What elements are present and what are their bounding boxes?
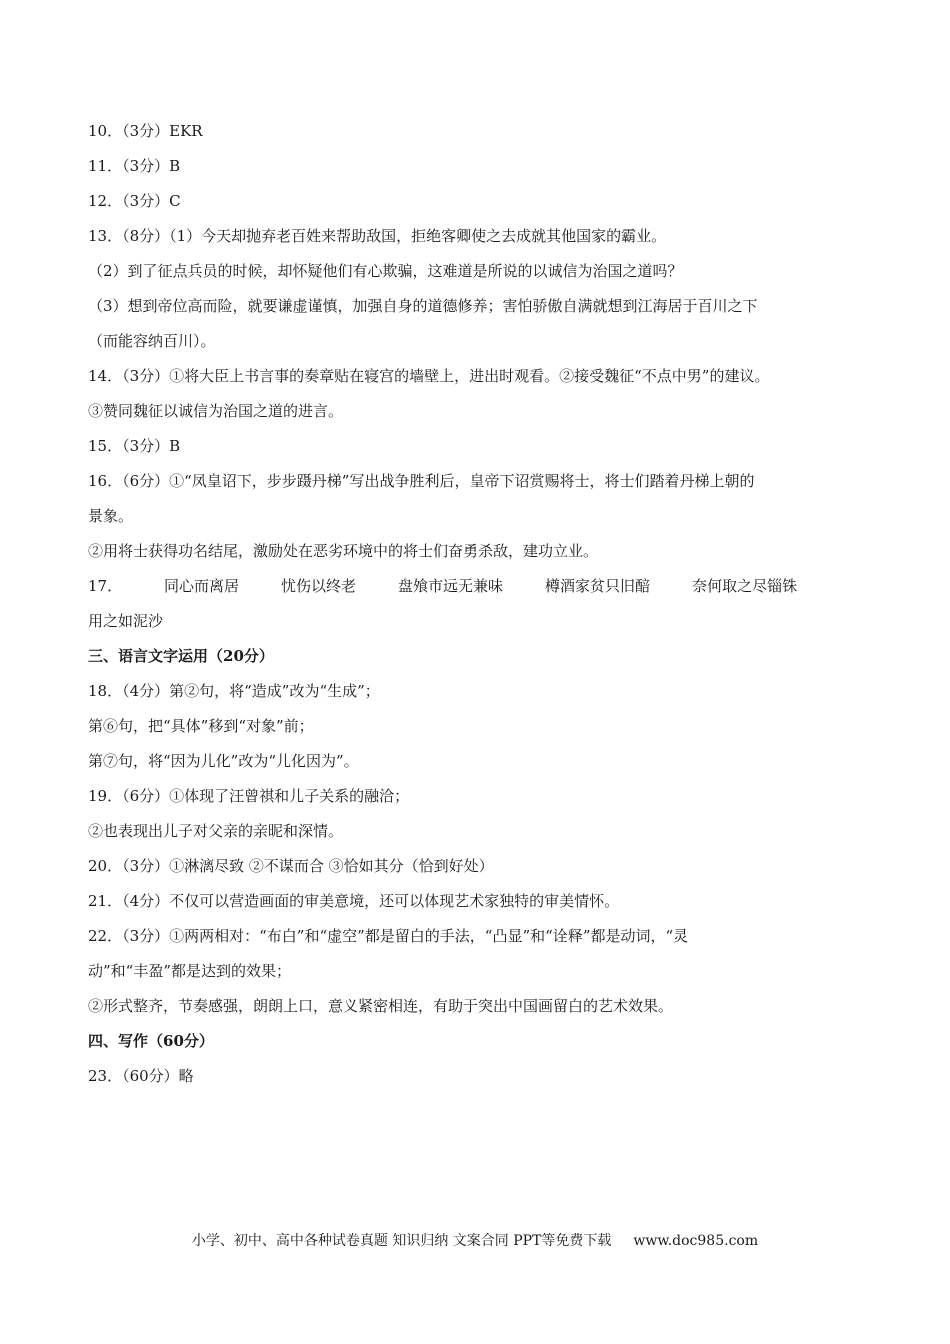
answer-18-part2: 第⑥句，把“具体”移到“对象”前； xyxy=(88,717,314,735)
answer-16-part2: ②用将士获得功名结尾，激励处在恶劣环境中的将士们奋勇杀敌，建功立业。 xyxy=(88,542,599,560)
answer-13-part3-cont: （而能容纳百川）。 xyxy=(88,332,216,350)
answer-18-part3: 第⑦句，将“因为儿化”改为“儿化因为”。 xyxy=(88,752,359,770)
answer-17 xyxy=(88,569,878,604)
answer-15: 15．（3分）B xyxy=(88,437,181,455)
answer-14-part1: 14．（3分）①将大臣上书言事的奏章贴在寝宫的墙壁上，进出时观看。②接受魏征“不点中男”的建议。 xyxy=(88,367,770,385)
answer-19-part2: ②也表现出儿子对父亲的亲昵和深情。 xyxy=(88,822,344,840)
answer-17-blank-5: 奈何取之尽锱铢 xyxy=(692,577,798,595)
footer-text: 小学、初中、高中各种试卷真题 知识归纳 文案合同 PPT等免费下载 xyxy=(191,1233,612,1249)
answer-22-part1-cont: 动”和“丰盈”都是达到的效果； xyxy=(88,962,292,980)
answer-17-blank-2: 忧伤以终老 xyxy=(281,577,357,595)
answer-14-part2: ③赞同魏征以诚信为治国之道的进言。 xyxy=(88,402,344,420)
answer-21: 21．（4分）不仅可以营造画面的审美意境，还可以体现艺术家独特的审美情怀。 xyxy=(88,892,620,910)
page-footer xyxy=(0,1230,950,1250)
answer-13-part3: （3）想到帝位高而险，就要谦虚谨慎，加强自身的道德修养；害怕骄傲自满就想到江海居于百川之下 xyxy=(88,297,758,315)
answer-17-blank-1: 同心而离居 xyxy=(164,577,240,595)
answer-20: 20．（3分）①淋漓尽致 ②不谋而合 ③恰如其分（恰到好处） xyxy=(88,857,494,875)
answer-18-part1: 18．（4分）第②句，将“造成”改为“生成”； xyxy=(88,682,380,700)
answer-16-part1: 16．（6分）①“凤皇诏下，步步蹑丹梯”写出战争胜利后，皇帝下诏赏赐将士，将士们踏着丹梯上朝的 xyxy=(88,472,755,490)
answer-11: 11．（3分）B xyxy=(88,157,181,175)
section-3-heading: 三、语言文字运用（20分） xyxy=(88,647,274,665)
answer-22-part1: 22．（3分）①两两相对：“布白”和“虚空”都是留白的手法，“凸显”和“诠释”都是动词，“灵 xyxy=(88,927,689,945)
answer-17-blank-4: 樽酒家贫只旧醅 xyxy=(545,577,651,595)
answer-17-blank-3: 盘飧市远无兼味 xyxy=(398,577,504,595)
answer-17-cont: 用之如泥沙 xyxy=(88,612,164,630)
answer-19-part1: 19．（6分）①体现了汪曾祺和儿子关系的融洽； xyxy=(88,787,410,805)
answer-list xyxy=(88,114,878,1094)
answer-12: 12．（3分）C xyxy=(88,192,181,210)
answer-17-number: 17． xyxy=(88,577,123,595)
footer-url[interactable]: www.doc985.com xyxy=(633,1233,759,1249)
answer-23: 23．（60分）略 xyxy=(88,1067,194,1085)
answer-13-part2: （2）到了征点兵员的时候，却怀疑他们有心欺骗，这难道是所说的以诚信为治国之道吗？ xyxy=(88,262,683,280)
answer-10: 10．（3分）EKR xyxy=(88,122,203,140)
section-4-heading: 四、写作（60分） xyxy=(88,1032,214,1050)
answer-13-part1: 13．（8分）（1）今天却抛弃老百姓来帮助敌国，拒绝客卿使之去成就其他国家的霸业。 xyxy=(88,227,667,245)
answer-16-part1-cont: 景象。 xyxy=(88,507,134,525)
answer-22-part2: ②形式整齐，节奏感强，朗朗上口，意义紧密相连，有助于突出中国画留白的艺术效果。 xyxy=(88,997,674,1015)
